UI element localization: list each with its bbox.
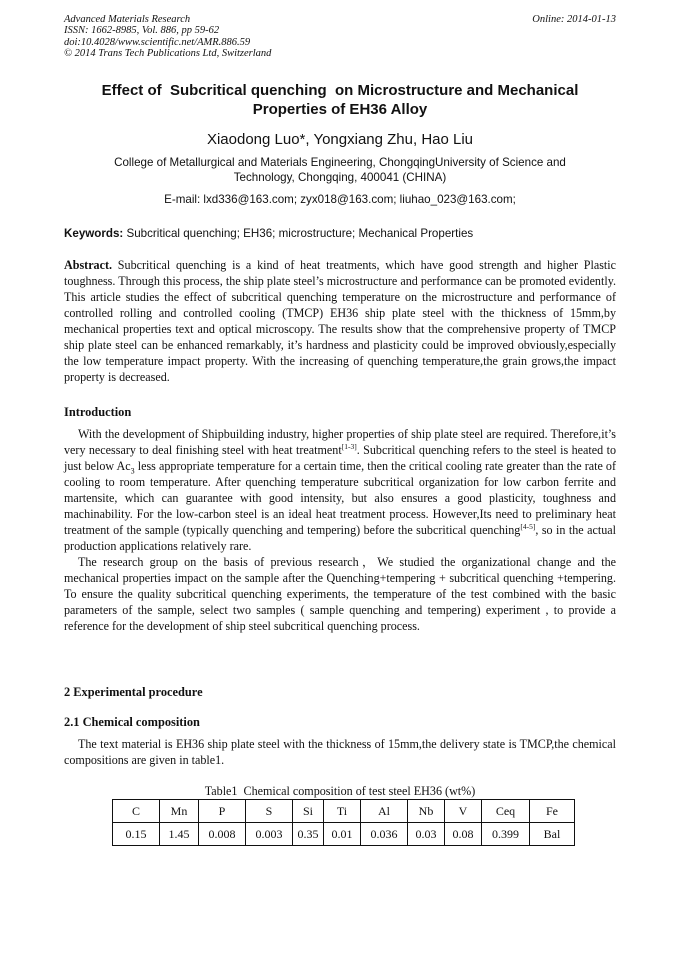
header-si: Si bbox=[293, 800, 324, 823]
affiliation-line-2: Technology, Chongqing, 400041 (CHINA) bbox=[233, 170, 447, 184]
chemical-composition-heading: 2.1 Chemical composition bbox=[64, 715, 200, 729]
abstract bbox=[64, 257, 616, 385]
chemical-composition-table bbox=[112, 799, 575, 846]
value-al: 0.036 bbox=[361, 823, 408, 846]
abstract-label: Abstract. bbox=[64, 258, 113, 272]
introduction-paragraph-1 bbox=[64, 426, 616, 554]
chemical-composition-text bbox=[64, 736, 616, 768]
table-row bbox=[113, 823, 575, 846]
value-s: 0.003 bbox=[246, 823, 293, 846]
ac3-subscript: 3 bbox=[130, 466, 135, 476]
header-fe: Fe bbox=[530, 800, 575, 823]
intro-text-b: . Subcritical quenching refers to the steel is heated to just below Ac bbox=[64, 443, 617, 473]
intro-text-d: , so in the actual production applications relatively rare. bbox=[64, 523, 616, 553]
header-nb: Nb bbox=[408, 800, 445, 823]
journal-name: Advanced Materials Research bbox=[64, 14, 191, 25]
author-emails: E-mail: lxd336@163.com; zyx018@163.com; liuhao_023@163.com; bbox=[164, 193, 516, 206]
intro-text-c: less appropriate temperature for a certain time, then the critical cooling rate greater than the rate of cooling to room temperature. After quenching temperature subcritical organization for low carbon ferrite and martensite, which can guarantee with good intensity, but also ensures a good plasticity, toughness and machinability. For the low-carbon steel is an ideal heat treatment process. However,Its need to preliminary heat treatment of the sample (typically quenching and tempering) before the subcritical quenching bbox=[64, 459, 616, 537]
header-ceq: Ceq bbox=[482, 800, 530, 823]
keywords-text: Subcritical quenching; EH36; microstructure; Mechanical Properties bbox=[123, 227, 474, 240]
value-ti: 0.01 bbox=[324, 823, 361, 846]
header-v: V bbox=[445, 800, 482, 823]
affiliation-line-1: College of Metallurgical and Materials Engineering, ChongqingUniversity of Science and bbox=[114, 156, 566, 169]
journal-header bbox=[64, 14, 616, 60]
value-nb: 0.03 bbox=[408, 823, 445, 846]
authors: Xiaodong Luo*, Yongxiang Zhu, Hao Liu bbox=[206, 131, 474, 148]
journal-copyright: © 2014 Trans Tech Publications Ltd, Switzerland bbox=[64, 48, 272, 60]
citation-4-5: [4-5] bbox=[520, 521, 536, 531]
header-mn: Mn bbox=[160, 800, 199, 823]
paper-title bbox=[60, 81, 620, 119]
table-caption: Table1 Chemical composition of test steel EH36 (wt%) bbox=[204, 784, 476, 798]
header-s: S bbox=[246, 800, 293, 823]
value-mn: 1.45 bbox=[160, 823, 199, 846]
keywords-label: Keywords: bbox=[64, 227, 124, 240]
value-c: 0.15 bbox=[113, 823, 160, 846]
journal-issn: ISSN: 1662-8985, Vol. 886, pp 59-62 bbox=[64, 25, 220, 37]
value-si: 0.35 bbox=[293, 823, 324, 846]
value-ceq: 0.399 bbox=[482, 823, 530, 846]
introduction-body bbox=[64, 426, 616, 634]
header-p: P bbox=[199, 800, 246, 823]
intro-text-a: With the development of Shipbuilding industry, higher properties of ship plate steel are required. Therefore,it’s very necessary to deal finishing steel with heat treatment bbox=[64, 427, 616, 457]
title-line-1: Effect of Subcritical quenching on Microstructure and Mechanical bbox=[101, 82, 579, 99]
value-fe: Bal bbox=[530, 823, 575, 846]
header-c: C bbox=[113, 800, 160, 823]
online-date: Online: 2014-01-13 bbox=[532, 14, 616, 25]
journal-doi: doi:10.4028/www.scientific.net/AMR.886.59 bbox=[64, 36, 251, 48]
affiliation bbox=[80, 156, 600, 185]
keywords bbox=[64, 227, 616, 241]
experimental-heading: 2 Experimental procedure bbox=[64, 685, 203, 699]
introduction-paragraph-2: The research group on the basis of previous research，We studied the organizational change and the mechanical properties impact on the sample after the Quenching+tempering + subcritical quenching +tempering. To ensure the quality subcritical quenching experiments, the temperature of the test combined with the basic parameters of the sample, select two samples ( sample quenching and tempering) experiment , to provide a reference for the development of ship steel subcritical quenching process. bbox=[64, 555, 616, 633]
header-al: Al bbox=[361, 800, 408, 823]
citation-1-3: [1-3] bbox=[341, 441, 357, 451]
introduction-heading: Introduction bbox=[64, 405, 132, 419]
title-line-2: Properties of EH36 Alloy bbox=[252, 101, 428, 118]
table-header-row bbox=[113, 800, 575, 823]
value-v: 0.08 bbox=[445, 823, 482, 846]
value-p: 0.008 bbox=[199, 823, 246, 846]
abstract-text: Subcritical quenching is a kind of heat treatments, which have good strength and higher Plastic toughness. Through this process, the ship plate steel’s microstructure and performance can be promoted evidently. This article studies the effect of subcritical quenching temperature on the microstructure and performance of controlled rolling and controlled cooling (TMCP) EH36 ship plate steel with the thickness of 15mm,by mechanical properties text and optical microscopy. The results show that the comprehensive property of TMCP ship plate steel can be enhanced remarkably, it’s hardness and plasticity could be improved obviously,especially the low temperature impact property. With the increasing of quenching temperature,the grain grows,the impact property is decreased. bbox=[64, 258, 616, 384]
chemical-composition-paragraph: The text material is EH36 ship plate steel with the thickness of 15mm,the delivery state is TMCP,the chemical compositions are given in table1. bbox=[64, 737, 616, 767]
header-ti: Ti bbox=[324, 800, 361, 823]
